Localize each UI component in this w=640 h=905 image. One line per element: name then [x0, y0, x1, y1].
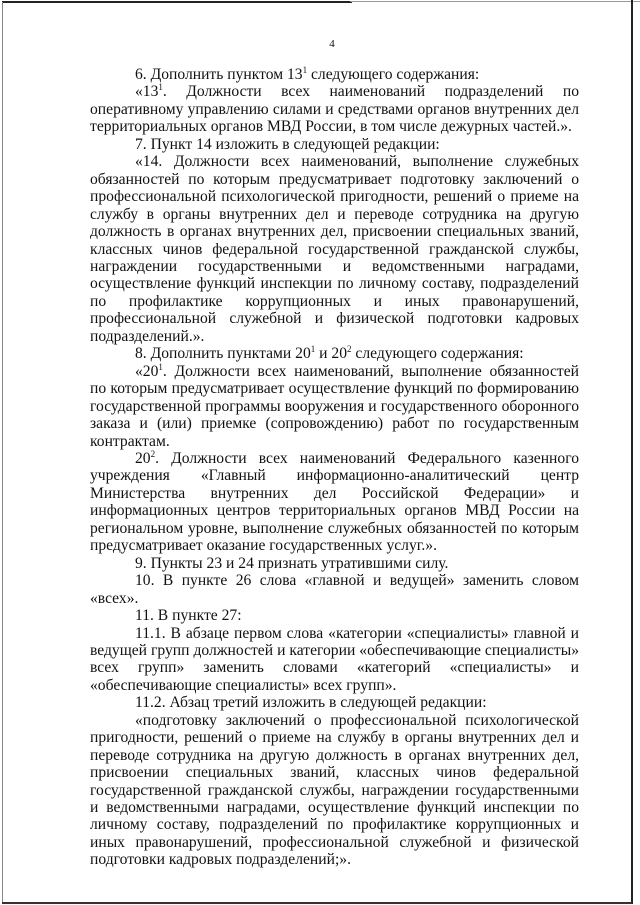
paragraph-6 — [90, 66, 579, 83]
scan-edge-top-light — [350, 1, 640, 2]
paragraph-11-2-quote: «подготовку заключений о профессиональной психологической пригодности, решений о приеме на службу в органы внутренних дел и переводе сотрудника на другую должность в органах внутренних дел, присвоении специальных званий, классных чинов федеральной государственной гражданской службы, награждении государственными и ведомственными наградами, осуществление функций инспекции по личному составу, подразделений по профилактике коррупционных и иных правонарушений, профессиональной служебной и физической подготовки кадровых подразделений;». — [90, 711, 579, 869]
paragraph-13-1 — [90, 83, 579, 135]
text-fragment: . Должности всех наименований Федерального казенного учреждения «Главный информационно-аналитический центр Министерства внутренних дел Российской Федерации» и информационных центров территориальных органов МВД России на региональном уровне, выполнение служебных обязанностей по которым предусматривает оказание государственных услуг.». — [90, 449, 579, 555]
paragraph-11: 11. В пункте 27: — [135, 607, 242, 625]
text-fragment: следующего содержания: — [351, 345, 524, 363]
text-fragment: «20 — [135, 362, 159, 380]
superscript: 1 — [158, 82, 163, 93]
superscript: 1 — [158, 361, 163, 372]
document-body — [90, 66, 579, 869]
superscript: 2 — [150, 448, 156, 459]
superscript: 1 — [310, 344, 316, 355]
text-fragment: 20 — [135, 449, 151, 467]
text-fragment: 6. Дополнить пунктом 13 — [135, 66, 303, 83]
superscript: 2 — [347, 344, 352, 355]
paragraph-20-2 — [90, 450, 579, 555]
text-fragment: . Должности всех наименований подразделений по оперативному управлению силами и средствами органов внутренних дел территориальных органов МВД России, в том числе дежурных частей.». — [90, 83, 579, 136]
scan-edge-bottom — [2, 902, 632, 904]
text-fragment: следующего содержания: — [307, 66, 480, 83]
paragraph-9: 9. Пункты 23 и 24 признать утратившими силу. — [135, 554, 449, 572]
text-fragment: . Должности всех наименований, выполнение обязанностей по которым предусматривает осуществление функций по формированию государственной программы вооружения и государственного оборонного заказа и (или) приемке (сопровождению) работ по государственным контрактам. — [90, 362, 579, 450]
paragraph-11-1: 11.1. В абзаце первом слова «категории «специалисты» главной и ведущей групп должностей и категории «обеспечивающие специалисты» всех групп» заменить словами «категорий «специалисты» и «обеспечивающие специалисты» всех групп». — [90, 624, 579, 694]
paragraph-10: 10. В пункте 26 слова «главной и ведущей» заменить словом «всех». — [90, 572, 579, 607]
paragraph-8 — [90, 345, 579, 362]
paragraph-11-2: 11.2. Абзац третий изложить в следующей редакции: — [135, 694, 487, 712]
scan-edge-top — [2, 1, 352, 3]
text-fragment: «13 — [135, 83, 159, 101]
text-fragment: и 20 — [315, 345, 347, 363]
paragraph-14: «14. Должности всех наименований, выполнение служебных обязанностей по которым предусматривает подготовку заключений о профессиональной психологической пригодности, решений о приеме на службу в органы внутренних дел и переводе сотрудника на другую должность в органах внутренних дел, присвоении специальных званий, классных чинов федеральной государственной гражданской службы, награждении государственными и ведомственными наградами, осуществление функций инспекции по личному составу, подразделений по профилактике коррупционных и иных правонарушений, профессиональной служебной и физической подготовки кадровых подразделений.». — [90, 153, 579, 345]
page-number: 4 — [329, 38, 335, 50]
scan-edge-right — [631, 0, 633, 904]
scan-edge-left — [2, 2, 3, 902]
paragraph-7: 7. Пункт 14 изложить в следующей редакции: — [135, 135, 440, 153]
paragraph-20-1 — [90, 363, 579, 450]
superscript: 1 — [302, 65, 308, 75]
text-fragment: 8. Дополнить пунктами 20 — [135, 345, 311, 363]
